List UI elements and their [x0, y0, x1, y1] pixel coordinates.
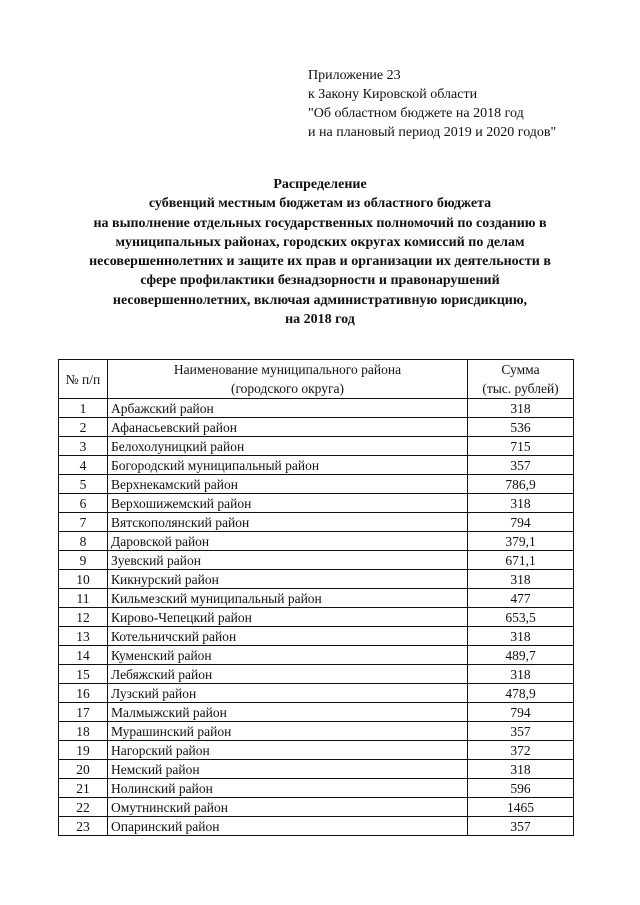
- subvention-amount: 357: [468, 722, 574, 741]
- title-line: несовершеннолетних, включая административную юрисдикцию,: [112, 292, 528, 308]
- district-name: Афанасьевский район: [108, 418, 468, 437]
- subvention-amount: 653,5: [468, 608, 574, 627]
- table-row: [59, 418, 574, 437]
- title-line: субвенций местным бюджетам из областного бюджета: [148, 196, 492, 212]
- subvention-amount: 372: [468, 741, 574, 760]
- row-number: 5: [59, 475, 108, 494]
- table-row: [59, 399, 574, 418]
- row-number: 6: [59, 494, 108, 513]
- subvention-amount: 671,1: [468, 551, 574, 570]
- subvention-amount: 596: [468, 779, 574, 798]
- header-sum-line1: Сумма: [501, 362, 540, 377]
- table-row: [59, 532, 574, 551]
- subvention-amount: 794: [468, 703, 574, 722]
- appendix-line: "Об областном бюджете на 2018 год: [308, 106, 524, 121]
- table-row: [59, 741, 574, 760]
- district-name: Даровской район: [108, 532, 468, 551]
- row-number: 2: [59, 418, 108, 437]
- district-name: Нолинский район: [108, 779, 468, 798]
- appendix-block: [308, 66, 556, 142]
- title-line: сфере профилактики безнадзорности и правонарушений: [140, 273, 500, 289]
- row-number: 3: [59, 437, 108, 456]
- table-row: [59, 779, 574, 798]
- row-number: 16: [59, 684, 108, 703]
- table-row: [59, 589, 574, 608]
- district-name: Белохолуницкий район: [108, 437, 468, 456]
- table-row: [59, 608, 574, 627]
- row-number: 19: [59, 741, 108, 760]
- title-line: на выполнение отдельных государственных полномочий по созданию в: [93, 215, 547, 231]
- row-number: 10: [59, 570, 108, 589]
- row-number: 15: [59, 665, 108, 684]
- district-name: Опаринский район: [108, 817, 468, 836]
- table-row: [59, 475, 574, 494]
- table-row: [59, 760, 574, 779]
- appendix-line: и на плановый период 2019 и 2020 годов": [308, 125, 557, 140]
- table-row: [59, 817, 574, 836]
- allocation-table: [58, 359, 574, 836]
- district-name: Лебяжский район: [108, 665, 468, 684]
- row-number: 4: [59, 456, 108, 475]
- row-number: 12: [59, 608, 108, 627]
- subvention-amount: 1465: [468, 798, 574, 817]
- row-number: 13: [59, 627, 108, 646]
- district-name: Кикнурский район: [108, 570, 468, 589]
- subvention-amount: 318: [468, 494, 574, 513]
- table-row: [59, 684, 574, 703]
- title-line: Распределение: [273, 177, 367, 192]
- row-number: 18: [59, 722, 108, 741]
- table-row: [59, 551, 574, 570]
- subvention-amount: 318: [468, 760, 574, 779]
- subvention-amount: 715: [468, 437, 574, 456]
- district-name: Арбажский район: [108, 399, 468, 418]
- row-number: 22: [59, 798, 108, 817]
- subvention-amount: 536: [468, 418, 574, 437]
- district-name: Мурашинский район: [108, 722, 468, 741]
- row-number: 14: [59, 646, 108, 665]
- district-name: Нагорский район: [108, 741, 468, 760]
- table-row: [59, 494, 574, 513]
- row-number: 7: [59, 513, 108, 532]
- header-num: № п/п: [59, 360, 108, 399]
- table-row: [59, 646, 574, 665]
- title-line: несовершеннолетних и защите их прав и организации их деятельности в: [89, 254, 551, 270]
- row-number: 17: [59, 703, 108, 722]
- subvention-amount: 478,9: [468, 684, 574, 703]
- subvention-amount: 786,9: [468, 475, 574, 494]
- table-body: [59, 399, 574, 836]
- header-name-line1: Наименование муниципального района: [173, 362, 402, 377]
- header-name: [108, 360, 468, 399]
- district-name: Вятскополянский район: [108, 513, 468, 532]
- district-name: Куменский район: [108, 646, 468, 665]
- subvention-amount: 318: [468, 665, 574, 684]
- table-row: [59, 798, 574, 817]
- subvention-amount: 357: [468, 817, 574, 836]
- subvention-amount: 318: [468, 399, 574, 418]
- subvention-amount: 379,1: [468, 532, 574, 551]
- table-row: [59, 437, 574, 456]
- district-name: Малмыжский район: [108, 703, 468, 722]
- subvention-amount: 357: [468, 456, 574, 475]
- row-number: 23: [59, 817, 108, 836]
- row-number: 8: [59, 532, 108, 551]
- subvention-amount: 489,7: [468, 646, 574, 665]
- table-row: [59, 456, 574, 475]
- table-row: [59, 703, 574, 722]
- district-name: Омутнинский район: [108, 798, 468, 817]
- district-name: Кильмезский муниципальный район: [108, 589, 468, 608]
- row-number: 1: [59, 399, 108, 418]
- title-line: муниципальных районах, городских округах комиссий по делам: [115, 234, 525, 250]
- document-title: [60, 175, 580, 329]
- subvention-amount: 318: [468, 627, 574, 646]
- district-name: Кирово-Чепецкий район: [108, 608, 468, 627]
- row-number: 20: [59, 760, 108, 779]
- header-sum-line2: (тыс. рублей): [482, 381, 559, 396]
- table-row: [59, 665, 574, 684]
- district-name: Лузский район: [108, 684, 468, 703]
- district-name: Котельничский район: [108, 627, 468, 646]
- appendix-line: Приложение 23: [308, 68, 401, 83]
- district-name: Верхнекамский район: [108, 475, 468, 494]
- subvention-amount: 794: [468, 513, 574, 532]
- header-name-line2: (городского округа): [230, 381, 345, 396]
- table-header-row: [59, 360, 574, 399]
- table-row: [59, 570, 574, 589]
- row-number: 21: [59, 779, 108, 798]
- title-line: на 2018 год: [285, 312, 355, 328]
- table-row: [59, 722, 574, 741]
- district-name: Богородский муниципальный район: [108, 456, 468, 475]
- subvention-amount: 477: [468, 589, 574, 608]
- row-number: 9: [59, 551, 108, 570]
- appendix-line: к Закону Кировской области: [308, 87, 478, 102]
- district-name: Верхошижемский район: [108, 494, 468, 513]
- header-sum: [468, 360, 574, 399]
- subvention-amount: 318: [468, 570, 574, 589]
- row-number: 11: [59, 589, 108, 608]
- table-row: [59, 513, 574, 532]
- district-name: Немский район: [108, 760, 468, 779]
- district-name: Зуевский район: [108, 551, 468, 570]
- table-row: [59, 627, 574, 646]
